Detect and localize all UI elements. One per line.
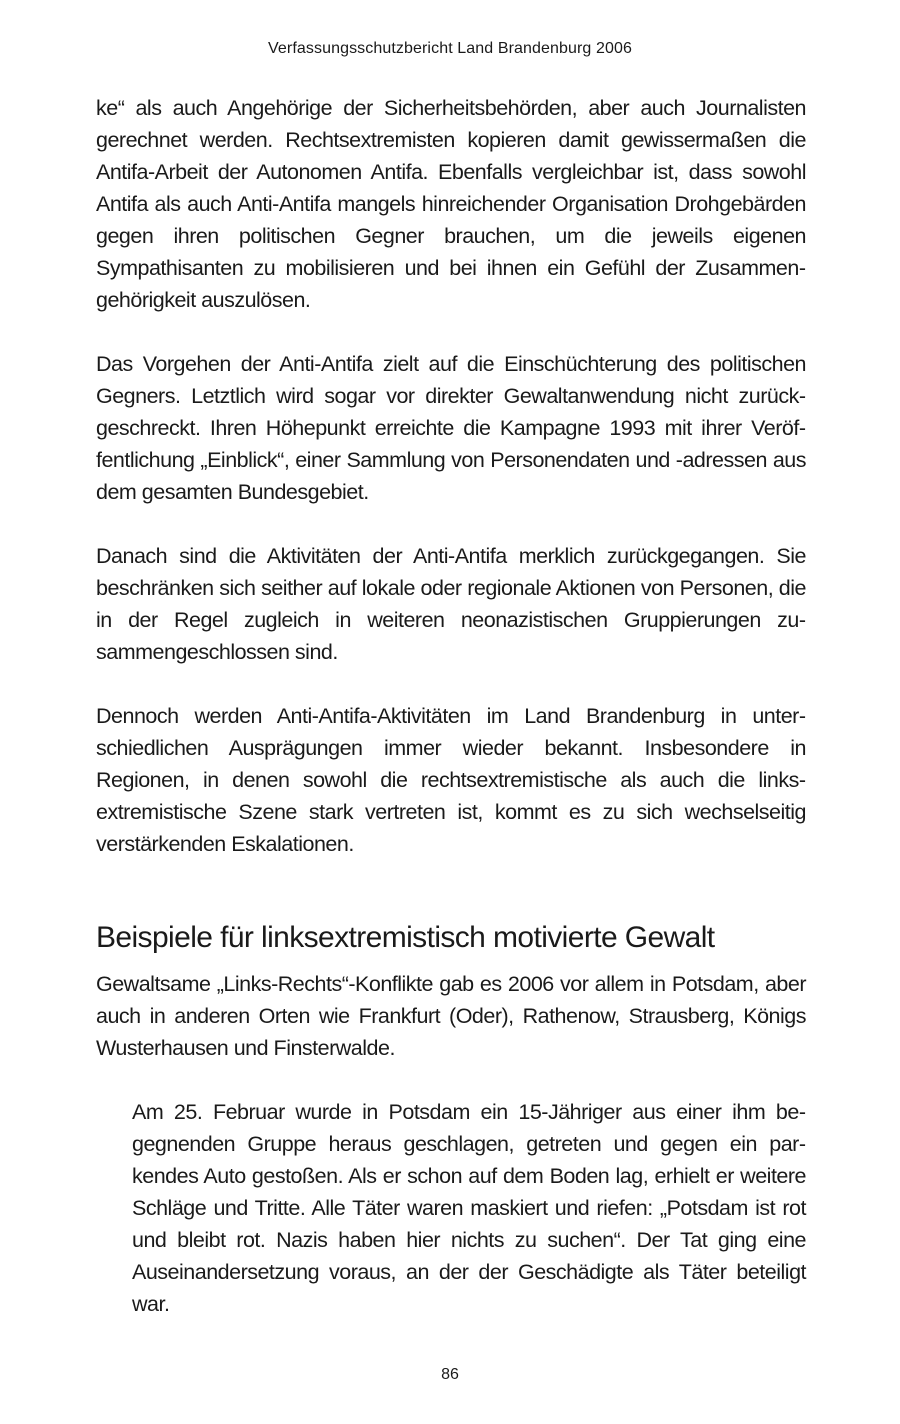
running-header: Verfassungsschutzbericht Land Brandenburg 2006 — [268, 40, 632, 57]
example-paragraph: Am 25. Februar wurde in Potsdam ein 15-Jähriger aus einer ihm begegnenden Gruppe heraus geschlagen, getreten und gegen ein parkendes Auto gestoßen. Als er schon auf dem Boden lag, erhielt er weitere Schläge und Tritte. Alle Täter waren maskiert und riefen: „Potsdam ist rot und bleibt rot. Nazis haben hier nichts zu suchen“. Der Tat ging eine Auseinandersetzung voraus, an der der Geschädigte als Täter beteiligt war. — [132, 1100, 806, 1316]
section-heading: Beispiele für linksextremistisch motivierte Gewalt — [96, 921, 715, 954]
body-paragraph: ke“ als auch Angehörige der Sicherheitsbehörden, aber auch Journalisten gerechnet werden. Rechtsextremisten kopieren damit gewissermaßen die Antifa-Arbeit der Autonomen Antifa. Ebenfalls vergleichbar ist, dass sowohl Antifa als auch Anti-Antifa mangels hinreichender Organisation Drohgebärden gegen ihren politischen Gegner brauchen, um die jeweils eigenen Sympathisanten zu mobilisieren und bei ihnen ein Gefühl der Zusammengehörigkeit auszulösen. — [96, 96, 806, 312]
section-spacer — [96, 860, 806, 918]
paragraph-spacer — [96, 316, 806, 348]
paragraph-spacer — [96, 668, 806, 700]
body-paragraph: Das Vorgehen der Anti-Antifa zielt auf die Einschüchterung des politischen Gegners. Letztlich wird sogar vor direkter Gewaltanwendung nicht zurückgeschreckt. Ihren Höhepunkt erreichte die Kampagne 1993 mit ihrer Veröffentlichung „Einblick“, einer Sammlung von Personendaten und -adressen aus dem gesamten Bundesgebiet. — [96, 352, 806, 504]
page-number: 86 — [441, 1366, 459, 1383]
paragraph-spacer — [96, 508, 806, 540]
body-paragraph: Danach sind die Aktivitäten der Anti-Antifa merklich zurückgegangen. Sie beschränken sich seither auf lokale oder regionale Aktionen von Personen, die in der Regel zugleich in weiteren neonazistischen Gruppierungen zusammengeschlossen sind. — [96, 544, 806, 664]
paragraph-spacer — [96, 1064, 806, 1096]
body-paragraph: Dennoch werden Anti-Antifa-Aktivitäten im Land Brandenburg in unterschiedlichen Ausprägungen immer wieder bekannt. Insbesondere in Regionen, in denen sowohl die rechtsextremistische als auch die linksextremistische Szene stark vertreten ist, kommt es zu sich wechselseitig verstärkenden Eskalationen. — [96, 704, 806, 856]
section-intro: Gewaltsame „Links-Rechts“-Konflikte gab es 2006 vor allem in Potsdam, aber auch in anderen Orten wie Frankfurt (Oder), Rathenow, Strausberg, Königs Wusterhausen und Finsterwalde. — [96, 972, 806, 1060]
page-content — [96, 92, 806, 1320]
